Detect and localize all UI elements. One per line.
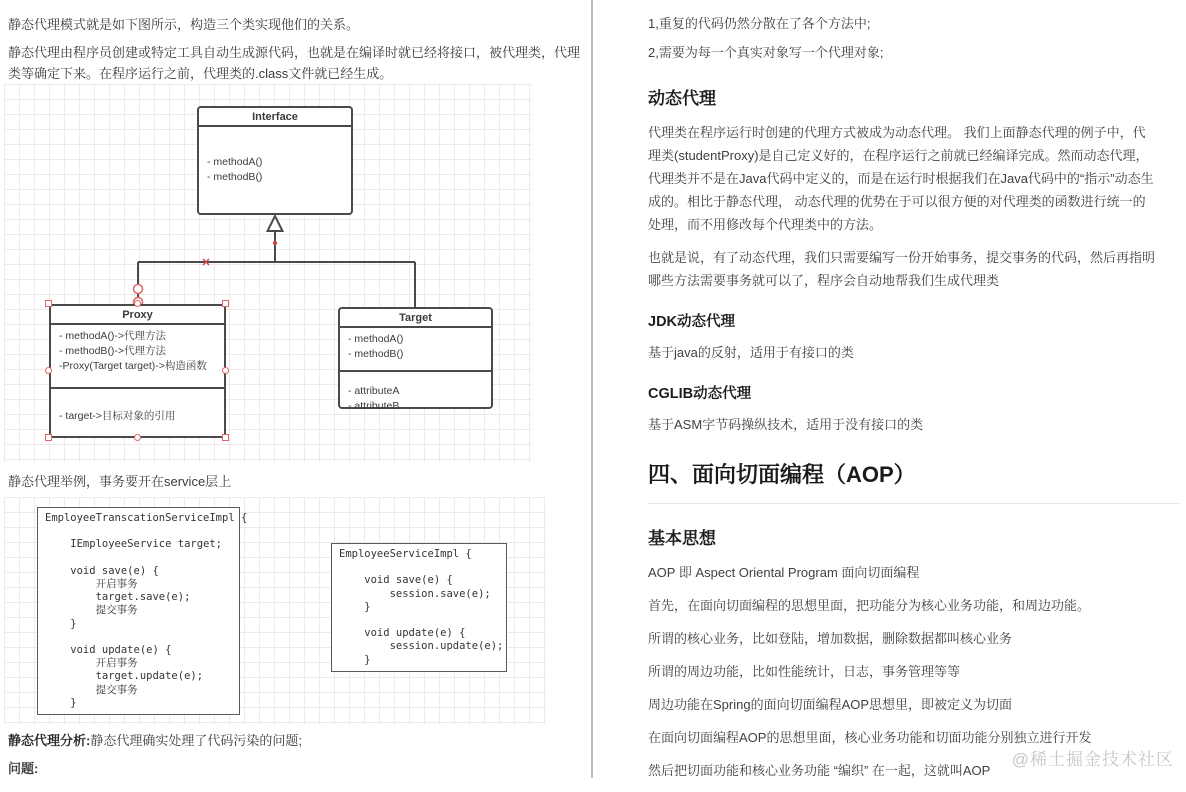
example-caption: 静态代理举例，事务要开在service层上 — [8, 474, 232, 489]
code-line: session.save(e); — [339, 587, 491, 600]
aop-paragraph: 所谓的核心业务，比如登陆，增加数据，删除数据都叫核心业务 — [648, 631, 1013, 646]
uml-class-title: Proxy — [51, 306, 224, 325]
aop-paragraph: 所谓的周边功能，比如性能统计，日志，事务管理等等 — [648, 664, 961, 679]
aop-paragraph: 首先，在面向切面编程的思想里面，把功能分为核心业务功能，和周边功能。 — [648, 598, 1091, 613]
uml-attribute: - attributeB — [348, 400, 400, 412]
selection-handle[interactable] — [134, 434, 141, 441]
code-line: session.update(e); — [339, 640, 504, 653]
intro-paragraph-2: 静态代理由程序员创建或特定工具自动生成源代码，也就是在编译时就已经将接口，被代理类，代理类等确定下来。在程序运行之前，代理类的.class文件就已经生成。 — [8, 45, 581, 81]
uml-class-target — [338, 307, 493, 412]
uml-method: - methodA() — [207, 156, 263, 168]
code-line: void update(e) { — [339, 627, 466, 640]
uml-class-title: Interface — [199, 108, 351, 127]
connector-marker — [273, 241, 277, 245]
aop-paragraph: 然后把切面功能和核心业务功能 “编织” 在一起，这就叫AOP — [648, 763, 991, 778]
aop-paragraph: AOP 即 Aspect Oriental Program 面向切面编程 — [648, 565, 920, 580]
cglib-proxy-paragraph: 基于ASM字节码操纵技术，适用于没有接口的类 — [648, 417, 924, 432]
code-line — [339, 561, 499, 574]
code-line: void save(e) { — [339, 574, 453, 587]
code-line: 提交事务 — [45, 683, 138, 696]
code-line — [339, 614, 499, 627]
watermark: @稀土掘金技术社区 — [1011, 750, 1174, 769]
static-proxy-analysis — [8, 730, 302, 749]
code-box-transaction-service — [37, 507, 248, 715]
selection-handle[interactable] — [45, 300, 52, 307]
uml-class-proxy — [49, 304, 226, 438]
code-line: IEmployeeService target; — [45, 538, 223, 551]
heading-cglib-dynamic-proxy: CGLIB动态代理 — [648, 386, 752, 402]
code-sketch-canvas — [4, 497, 546, 724]
uml-class-interface — [197, 106, 353, 215]
code-line: } — [45, 617, 77, 630]
uml-methods-list — [51, 325, 224, 387]
uml-diagram-canvas — [4, 84, 532, 462]
problem-label: 问题: — [8, 761, 39, 776]
uml-method: - methodB()->代理方法 — [59, 345, 167, 357]
code-line: void save(e) { — [45, 564, 159, 577]
heading-jdk-dynamic-proxy: JDK动态代理 — [648, 314, 736, 330]
code-line — [45, 525, 232, 538]
code-box-employee-service — [331, 543, 507, 672]
selection-handle[interactable] — [45, 367, 52, 374]
heading-aop-section: 四、面向切面编程（AOP） — [648, 458, 1180, 504]
uml-attribute: - target->目标对象的引用 — [59, 410, 176, 422]
code-line: void update(e) { — [45, 643, 172, 656]
code-line — [45, 552, 232, 565]
column-divider — [591, 0, 593, 778]
connector-endpoint-handle — [134, 285, 143, 294]
uml-method: -Proxy(Target target)->构造函数 — [59, 360, 207, 372]
uml-attribute: - attributeA — [348, 385, 400, 397]
left-intro-text — [8, 14, 582, 91]
selection-handle[interactable] — [45, 434, 52, 441]
code-line: } — [45, 696, 77, 709]
heading-dynamic-proxy: 动态代理 — [648, 89, 716, 108]
intro-paragraph-1: 静态代理模式就是如下图所示，构造三个类实现他们的关系。 — [8, 17, 360, 32]
dynamic-proxy-paragraph-1: 代理类在程序运行时创建的代理方式被成为动态代理。 我们上面静态代理的例子中，代理类(studentProxy)是自己定义好的，在程序运行之前就已经编译完成。然而动态代理，代理类并不是在Java代码中定义的，而是在运行时根据我们在Java代码中的“指示”动态生成的。相比于静态代理， 动态代理的优势在于可以很方便的对代理类的函数进行统一的处理，而不用修改每个代理类中的方法。 — [648, 125, 1154, 232]
analysis-text: 静态代理确实处理了代码污染的问题; — [90, 733, 302, 748]
uml-attributes-list — [51, 387, 224, 435]
selection-handle[interactable] — [222, 300, 229, 307]
code-line: } — [339, 600, 371, 613]
code-line: target.save(e); — [45, 591, 191, 604]
code-line: 开启事务 — [45, 657, 138, 670]
dynamic-proxy-paragraph-2: 也就是说，有了动态代理，我们只需要编写一份开始事务，提交事务的代码，然后再指明哪些方法需要事务就可以了，程序会自动地帮我们生成代理类 — [648, 250, 1156, 288]
connector-marker — [203, 259, 209, 265]
selection-handle[interactable] — [222, 367, 229, 374]
code-line: 开启事务 — [45, 577, 138, 590]
code-line: EmployeeServiceImpl { — [339, 548, 472, 560]
selection-handle[interactable] — [134, 300, 141, 307]
heading-basic-idea: 基本思想 — [648, 529, 716, 548]
uml-method: - methodB() — [207, 171, 263, 183]
uml-method: - methodA()->代理方法 — [59, 330, 167, 342]
code-line: 提交事务 — [45, 604, 138, 617]
uml-methods-list — [199, 127, 351, 189]
uml-method: - methodA() — [348, 333, 404, 345]
analysis-label: 静态代理分析: — [8, 733, 91, 748]
code-line: target.update(e); — [45, 670, 204, 683]
right-article-column — [648, 0, 1180, 792]
code-line: EmployeeTranscationServiceImpl { — [45, 512, 248, 524]
aop-paragraph: 周边功能在Spring的面向切面编程AOP思想里，即被定义为切面 — [648, 697, 1013, 712]
uml-attributes-list — [340, 370, 491, 418]
uml-class-title: Target — [340, 309, 491, 328]
selection-handle[interactable] — [222, 434, 229, 441]
jdk-proxy-paragraph: 基于java的反射，适用于有接口的类 — [648, 345, 854, 360]
aop-paragraph: 在面向切面编程AOP的思想里面，核心业务功能和切面功能分别独立进行开发 — [648, 730, 1092, 745]
uml-methods-list — [340, 328, 491, 370]
static-proxy-issue-2: 2,需要为每一个真实对象写一个代理对象; — [648, 45, 884, 60]
code-line — [45, 631, 232, 644]
inheritance-arrow-icon — [268, 216, 283, 231]
code-line: } — [339, 653, 371, 666]
uml-method: - methodB() — [348, 348, 404, 360]
static-proxy-issue-1: 1,重复的代码仍然分散在了各个方法中; — [648, 16, 871, 31]
